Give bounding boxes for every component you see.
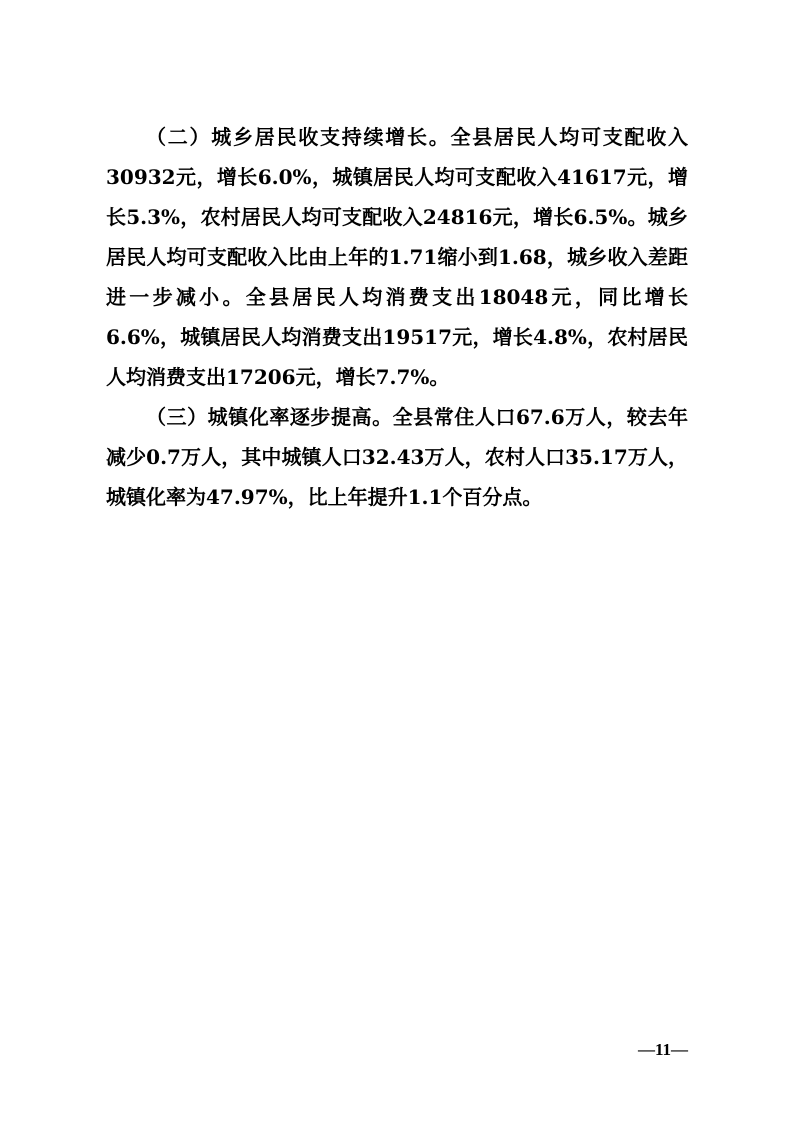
page-number: —11— (637, 1040, 688, 1059)
document-body (106, 117, 688, 517)
paragraph-urbanization: （三）城镇化率逐步提高。全县常住人口67.6万人，较去年减少0.7万人，其中城镇人口32.43万人，农村人口35.17万人，城镇化率为47.97%，比上年提升1.1个百分点。 (106, 405, 688, 509)
paragraph-income-expenditure: （二）城乡居民收支持续增长。全县居民人均可支配收入30932元，增长6.0%，城镇居民人均可支配收入41617元，增长5.3%，农村居民人均可支配收入24816元，增长6.5%。城乡居民人均可支配收入比由上年的1.71缩小到1.68，城乡收入差距进一步减小。全县居民人均消费支出18048元，同比增长6.6%，城镇居民人均消费支出19517元，增长4.8%，农村居民人均消费支出17206元，增长7.7%。 (106, 125, 688, 389)
